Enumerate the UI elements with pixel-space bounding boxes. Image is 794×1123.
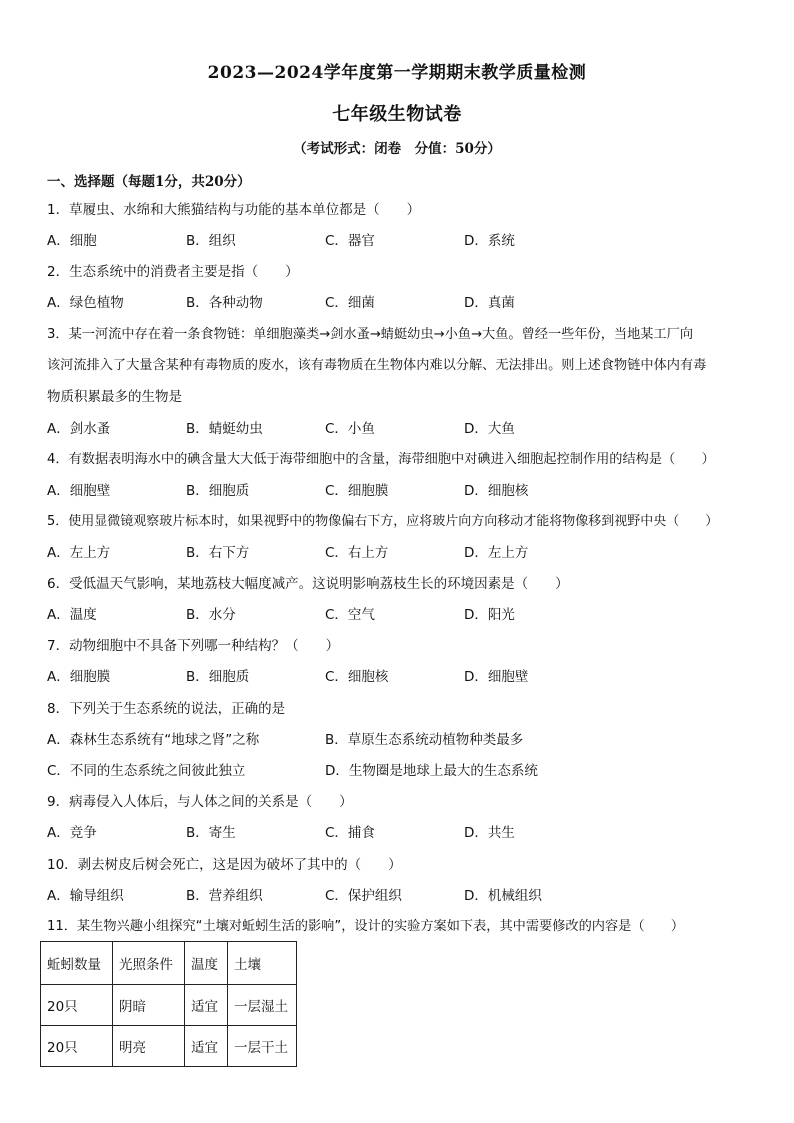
question-11-stem: 11．某生物兴趣小组探究“土壤对蚯蚓生活的影响”，设计的实验方案如下表，其中需要修改的内容是（ ）: [47, 919, 685, 934]
table-header-row: [41, 942, 297, 985]
question-1-option-a: A．细胞: [47, 233, 97, 249]
question-3-stem-line1: 3．某一河流中存在着一条食物链：单细胞藻类→剑水蚤→蜻蜓幼虫→小鱼→大鱼。曾经一些年份，当地某工厂向: [47, 327, 694, 342]
question-8-option-d: D．生物圈是地球上最大的生态系统: [325, 763, 538, 779]
table-cell: 阴暗: [113, 985, 185, 1026]
question-3-option-b: B．蜻蜓幼虫: [186, 421, 263, 437]
question-1-option-c: C．器官: [325, 233, 375, 249]
table-cell: 适宜: [185, 1026, 228, 1067]
question-3-stem-line2: 该河流排入了大量含某种有毒物质的废水，该有毒物质在生物体内难以分解、无法排出。则上述食物链中体内有毒: [47, 358, 707, 373]
question-10-option-c: C．保护组织: [325, 888, 402, 904]
table-row: [41, 985, 297, 1026]
question-10-option-b: B．营养组织: [186, 888, 263, 904]
exam-title: 2023—2024学年度第一学期期末教学质量检测: [207, 63, 587, 83]
question-9-stem: 9．病毒侵入人体后，与人体之间的关系是（ ）: [47, 794, 353, 810]
question-1-option-b: B．组织: [186, 233, 236, 249]
question-5-stem: 5．使用显微镜观察玻片标本时，如果视野中的物像偏右下方，应将玻片向方向移动才能将物像移到视野中央（ ）: [47, 514, 719, 529]
question-7-option-a: A．细胞膜: [47, 669, 111, 685]
table-header-cell: 蚯蚓数量: [41, 942, 113, 985]
question-6-option-a: A．温度: [47, 607, 97, 623]
question-8-stem: 8．下列关于生态系统的说法，正确的是: [47, 701, 286, 717]
question-7-stem: 7．动物细胞中不具备下列哪一种结构？（ ）: [47, 638, 340, 654]
table-header-cell: 温度: [185, 942, 228, 985]
table-header-cell: 光照条件: [113, 942, 185, 985]
question-5-option-a: A．左上方: [47, 545, 111, 561]
question-9-option-c: C．捕食: [325, 825, 375, 841]
question-9-option-a: A．竞争: [47, 825, 97, 841]
table-cell: 一层干土: [228, 1026, 297, 1067]
question-3-stem-line3: 物质积累最多的生物是: [47, 389, 182, 405]
question-10-option-d: D．机械组织: [464, 888, 542, 904]
question-3-option-c: C．小鱼: [325, 421, 375, 437]
question-9-option-b: B．寄生: [186, 825, 236, 841]
exam-info: （考试形式：闭卷 分值：50分）: [293, 141, 501, 157]
table-header-cell: 土壤: [228, 942, 297, 985]
table-cell: 适宜: [185, 985, 228, 1026]
table-cell: 一层湿土: [228, 985, 297, 1026]
question-8-option-c: C．不同的生态系统之间彼此独立: [47, 763, 246, 779]
question-7-option-b: B．细胞质: [186, 669, 250, 685]
question-8-option-a: A．森林生态系统有“地球之肾”之称: [47, 732, 260, 748]
question-10-stem: 10．剥去树皮后树会死亡，这是因为破坏了其中的（ ）: [47, 857, 402, 873]
table-cell: 20只: [41, 1026, 113, 1067]
question-7-option-c: C．细胞核: [325, 669, 389, 685]
question-6-option-d: D．阳光: [464, 607, 515, 623]
question-6-option-c: C．空气: [325, 607, 375, 623]
question-5-option-c: C．右上方: [325, 545, 389, 561]
question-6-option-b: B．水分: [186, 607, 236, 623]
exam-subtitle: 七年级生物试卷: [332, 104, 462, 125]
question-5-option-d: D．左上方: [464, 545, 529, 561]
table-row: [41, 1026, 297, 1067]
question-2-option-b: B．各种动物: [186, 295, 263, 311]
question-4-option-d: D．细胞核: [464, 483, 529, 499]
question-10-option-a: A．输导组织: [47, 888, 124, 904]
question-1-stem: 1．草履虫、水绵和大熊猫结构与功能的基本单位都是（ ）: [47, 202, 421, 218]
question-2-stem: 2．生态系统中的消费者主要是指（ ）: [47, 264, 299, 280]
question-4-option-b: B．细胞质: [186, 483, 250, 499]
table-cell: 明亮: [113, 1026, 185, 1067]
question-2-option-a: A．绿色植物: [47, 295, 124, 311]
question-9-option-d: D．共生: [464, 825, 515, 841]
question-4-option-a: A．细胞壁: [47, 483, 111, 499]
experiment-table: [40, 941, 297, 1067]
question-5-option-b: B．右下方: [186, 545, 250, 561]
section-title: 一、选择题（每题1分，共20分）: [47, 174, 251, 190]
question-4-stem: 4．有数据表明海水中的碘含量大大低于海带细胞中的含量，海带细胞中对碘进入细胞起控制作用的结构是（ ）: [47, 452, 715, 467]
question-6-stem: 6．受低温天气影响，某地荔枝大幅度减产。这说明影响荔枝生长的环境因素是（ ）: [47, 576, 569, 592]
question-4-option-c: C．细胞膜: [325, 483, 389, 499]
question-3-option-d: D．大鱼: [464, 421, 515, 437]
question-8-option-b: B．草原生态系统动植物种类最多: [325, 732, 524, 748]
table-cell: 20只: [41, 985, 113, 1026]
question-2-option-d: D．真菌: [464, 295, 515, 311]
question-3-option-a: A．剑水蚤: [47, 421, 111, 437]
question-2-option-c: C．细菌: [325, 295, 375, 311]
question-7-option-d: D．细胞壁: [464, 669, 529, 685]
question-1-option-d: D．系统: [464, 233, 515, 249]
